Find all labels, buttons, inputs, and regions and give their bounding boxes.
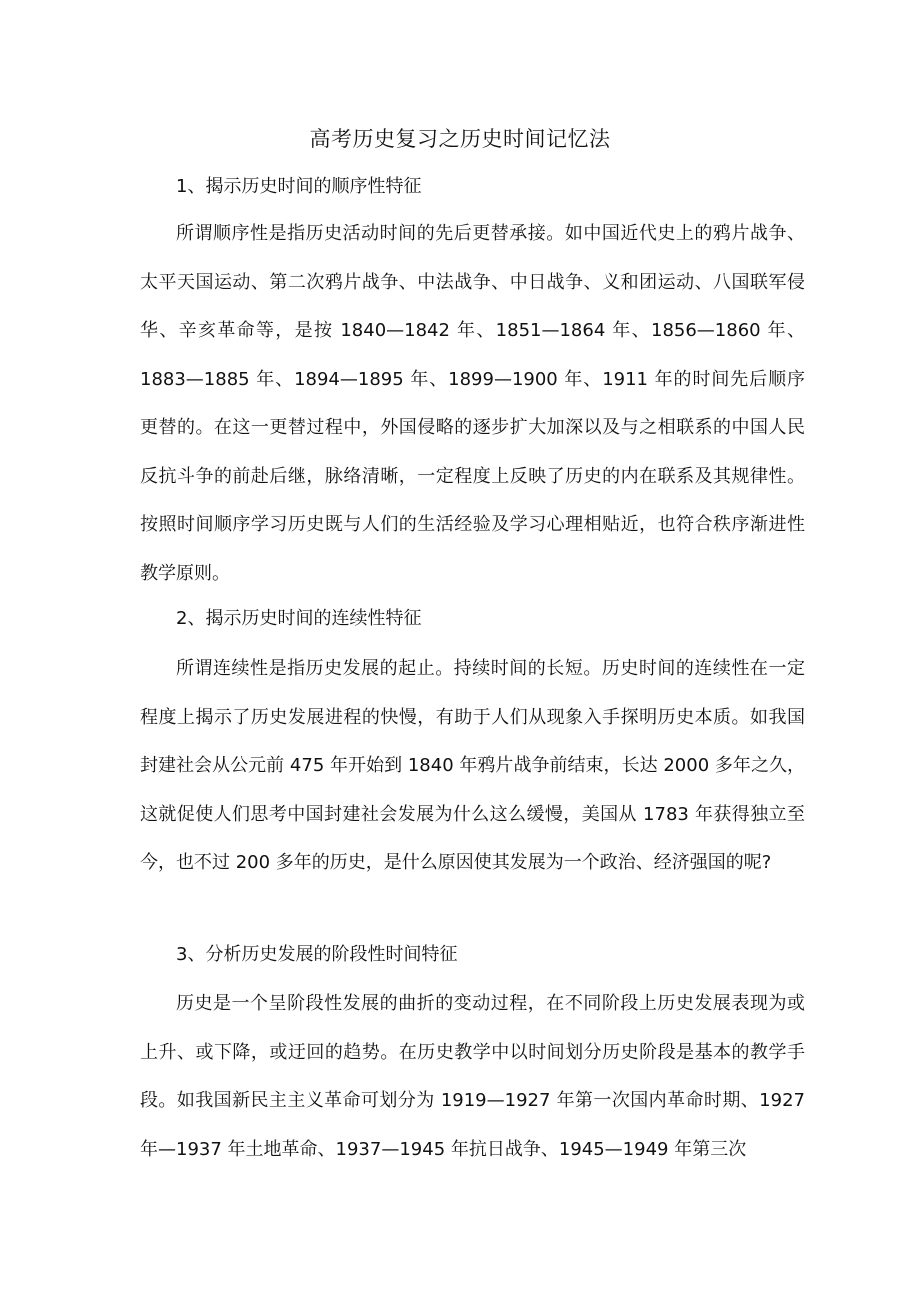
section-heading-3: 3、分析历史发展的阶段性时间特征 bbox=[176, 944, 458, 965]
document-title: 高考历史复习之历史时间记忆法 bbox=[309, 127, 611, 151]
section-heading-1: 1、揭示历史时间的顺序性特征 bbox=[176, 176, 422, 197]
section-body-3: 历史是一个呈阶段性发展的曲折的变动过程，在不同阶段上历史发展表现为或上升、或下降，或迂回的趋势。在历史教学中以时间划分历史阶段是基本的教学手段。如我国新民主主义革命可划分为 1919—1927 年第一次国内革命时期、1927 年—1937 年土地革命、1937—1945 年抗日战争、1945—1949 年第三次 bbox=[140, 993, 805, 1160]
section-body-2: 所谓连续性是指历史发展的起止。持续时间的长短。历史时间的连续性在一定程度上揭示了历史发展进程的快慢，有助于人们从现象入手探明历史本质。如我国封建社会从公元前 475 年开始到 1840 年鸦片战争前结束，长达 2000 多年之久，这就促使人们思考中国封建社会发展为什么这么缓慢，美国从 1783 年获得独立至今，也不过 200 多年的历史，是什么原因使其发展为一个政治、经济强国的呢? bbox=[140, 658, 805, 873]
section-heading-2: 2、揭示历史时间的连续性特征 bbox=[176, 608, 422, 629]
section-body-1: 所谓顺序性是指历史活动时间的先后更替承接。如中国近代史上的鸦片战争、太平天国运动、第二次鸦片战争、中法战争、中日战争、义和团运动、八国联军侵华、辛亥革命等，是按 1840—1842 年、1851—1864 年、1856—1860 年、1883—1885 年、1894—1895 年、1899—1900 年、1911 年的时间先后顺序更替的。在这一更替过程中，外国侵略的逐步扩大加深以及与之相联系的中国人民反抗斗争的前赴后继，脉络清晰，一定程度上反映了历史的内在联系及其规律性。按照时间顺序学习历史既与人们的生活经验及学习心理相贴近，也符合秩序渐进性教学原则。 bbox=[140, 223, 805, 584]
